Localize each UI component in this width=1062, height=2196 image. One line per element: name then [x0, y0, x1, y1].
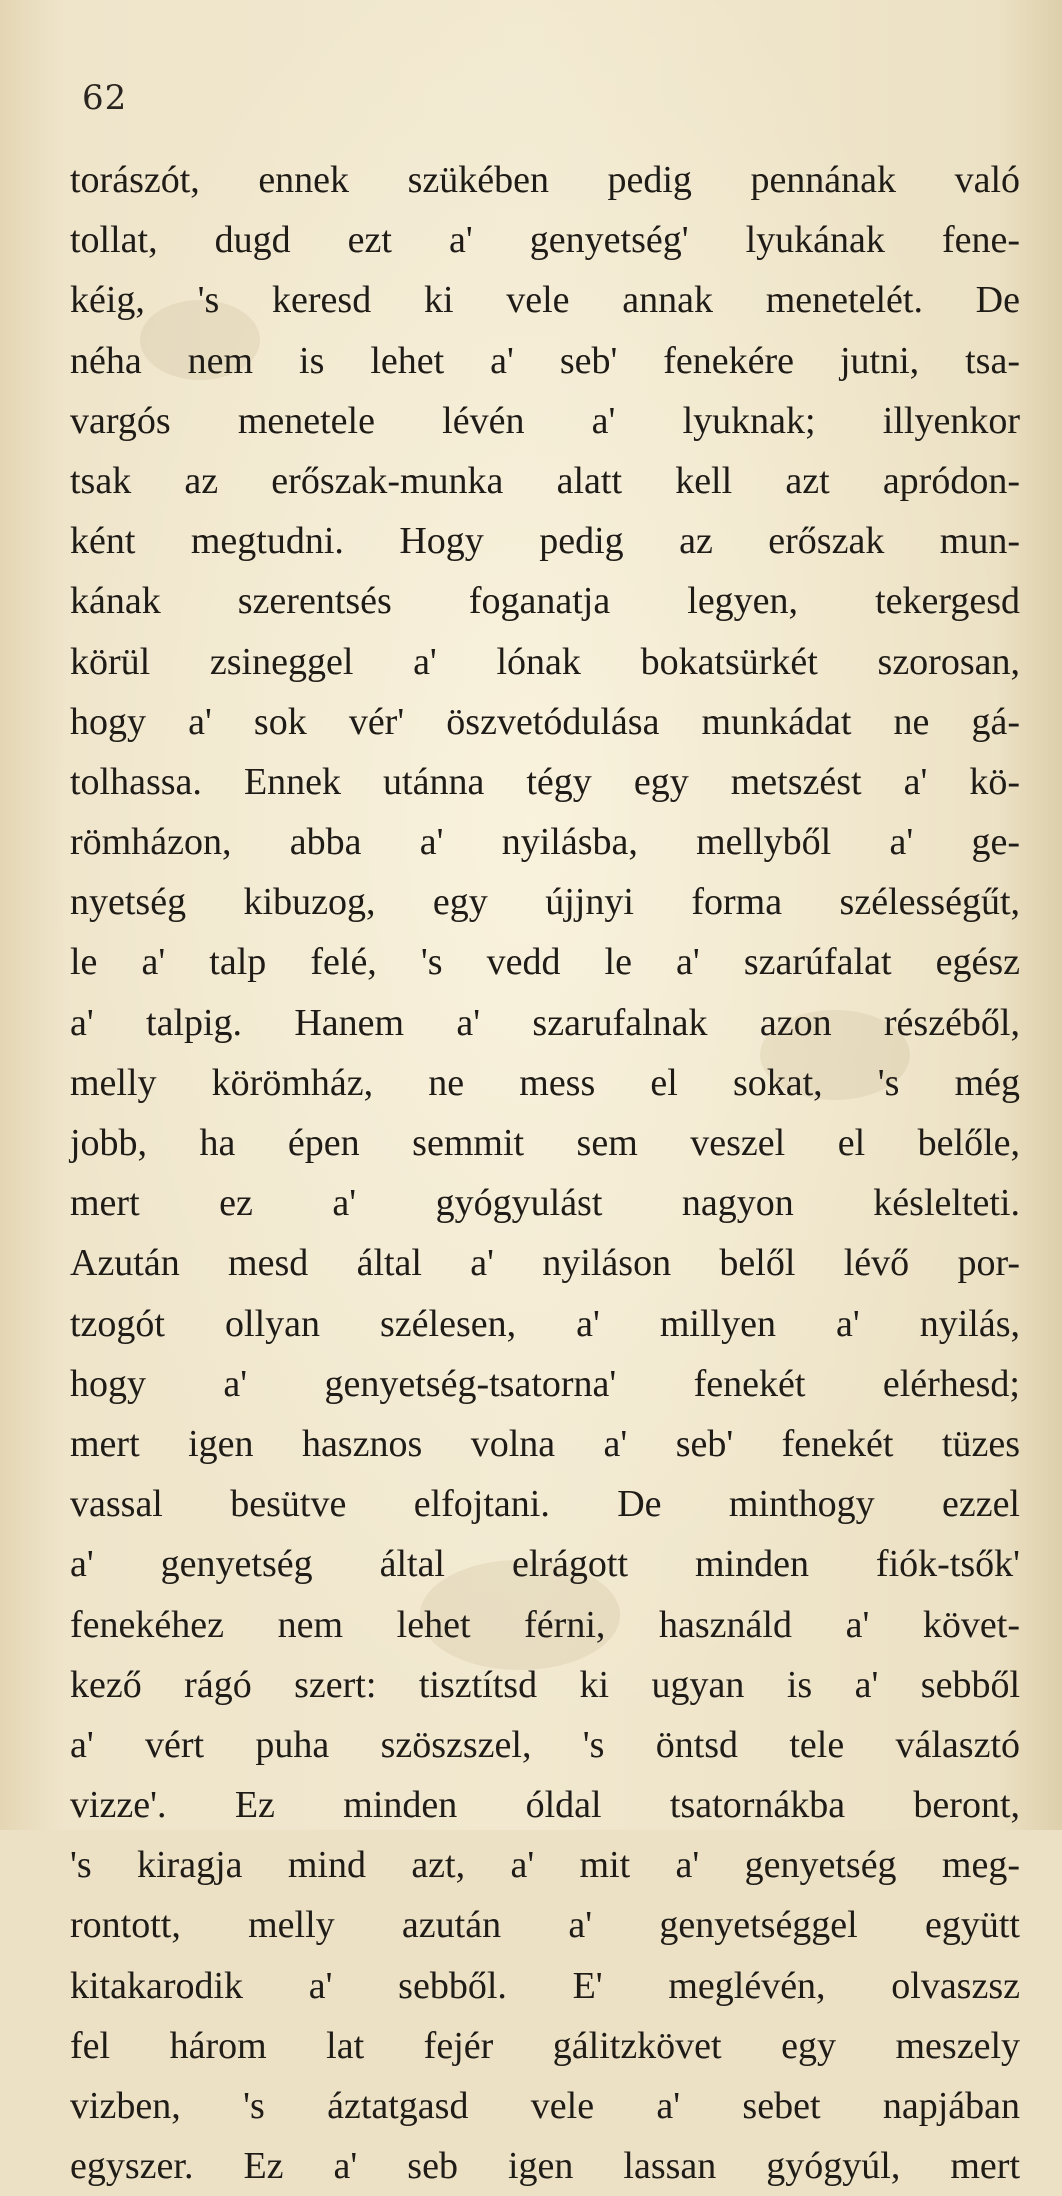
text-line: a' talpig. Hanem a' szarufalnak azon részéből,: [70, 1001, 1020, 1044]
text-line: a' genyetség által elrágott minden fiók-tsők': [70, 1543, 1020, 1586]
text-line: 's kiragja mind azt, a' mit a' genyetség meg-: [70, 1844, 1020, 1887]
text-line: kának szerentsés foganatja legyen, tekergesd: [70, 580, 1020, 623]
text-line: néha nem is lehet a' seb' fenekére jutni, tsa-: [70, 339, 1020, 382]
text-line: kitakarodik a' sebből. E' meglévén, olvaszsz: [70, 1964, 1020, 2007]
text-line: römházon, abba a' nyilásba, mellyből a' ge-: [70, 821, 1020, 864]
text-line: vassal besütve elfojtani. De minthogy ezzel: [70, 1483, 1020, 1526]
text-line: vizze'. Ez minden óldal tsatornákba beront,: [70, 1784, 1020, 1827]
text-line: tolhassa. Ennek utánna tégy egy metszést a' kö-: [70, 760, 1020, 803]
text-line: tzogót ollyan szélesen, a' millyen a' nyilás,: [70, 1302, 1020, 1345]
text-line: melly körömház, ne mess el sokat, 's még: [70, 1061, 1020, 1104]
text-line: körül zsineggel a' lónak bokatsürkét szorosan,: [70, 640, 1020, 683]
text-line: torászót, ennek szükében pedig pennának való: [70, 159, 1020, 201]
text-line: vizben, 's áztatgasd vele a' sebet napjában: [70, 2085, 1020, 2127]
page-number: 62: [82, 78, 128, 118]
text-line: rontott, melly azután a' genyetséggel együtt: [70, 1904, 1020, 1947]
text-line: egyszer. Ez a' seb igen lassan gyógyúl, mert: [70, 2145, 1020, 2188]
text-line: a' vért puha szöszszel, 's öntsd tele választó: [70, 1723, 1020, 1766]
text-line: mert ez a' gyógyulást nagyon késlelteti.: [70, 1182, 1020, 1225]
text-line: hogy a' sok vér' öszvetódulása munkádat ne gá-: [70, 700, 1020, 743]
text-line: le a' talp felé, 's vedd le a' szarúfalat egész: [70, 941, 1020, 984]
body-text: [70, 150, 1020, 2196]
text-line: kéig, 's keresd ki vele annak menetelét. De: [70, 279, 1020, 322]
text-line: mert igen hasznos volna a' seb' fenekét tüzes: [70, 1422, 1020, 1465]
text-line: kező rágó szert: tisztítsd ki ugyan is a' sebből: [70, 1663, 1020, 1706]
text-line: fel három lat fejér gálitzkövet egy meszely: [70, 2024, 1020, 2067]
text-line: nyetség kibuzog, egy újjnyi forma szélességűt,: [70, 881, 1020, 924]
text-line: tollat, dugd ezt a' genyetség' lyukának fene-: [70, 219, 1020, 262]
text-line: tsak az erőszak-munka alatt kell azt apródon-: [70, 459, 1020, 502]
text-line: jobb, ha épen semmit sem veszel el belőle,: [70, 1122, 1020, 1164]
text-line: vargós menetele lévén a' lyuknak; illyenkor: [70, 399, 1020, 442]
text-line: Azután mesd által a' nyiláson belől lévő por-: [70, 1242, 1020, 1285]
text-line: fenekéhez nem lehet férni, használd a' követ-: [70, 1603, 1020, 1646]
text-line: hogy a' genyetség-tsatorna' fenekét elérhesd;: [70, 1362, 1020, 1405]
text-line: ként megtudni. Hogy pedig az erőszak mun-: [70, 520, 1020, 563]
